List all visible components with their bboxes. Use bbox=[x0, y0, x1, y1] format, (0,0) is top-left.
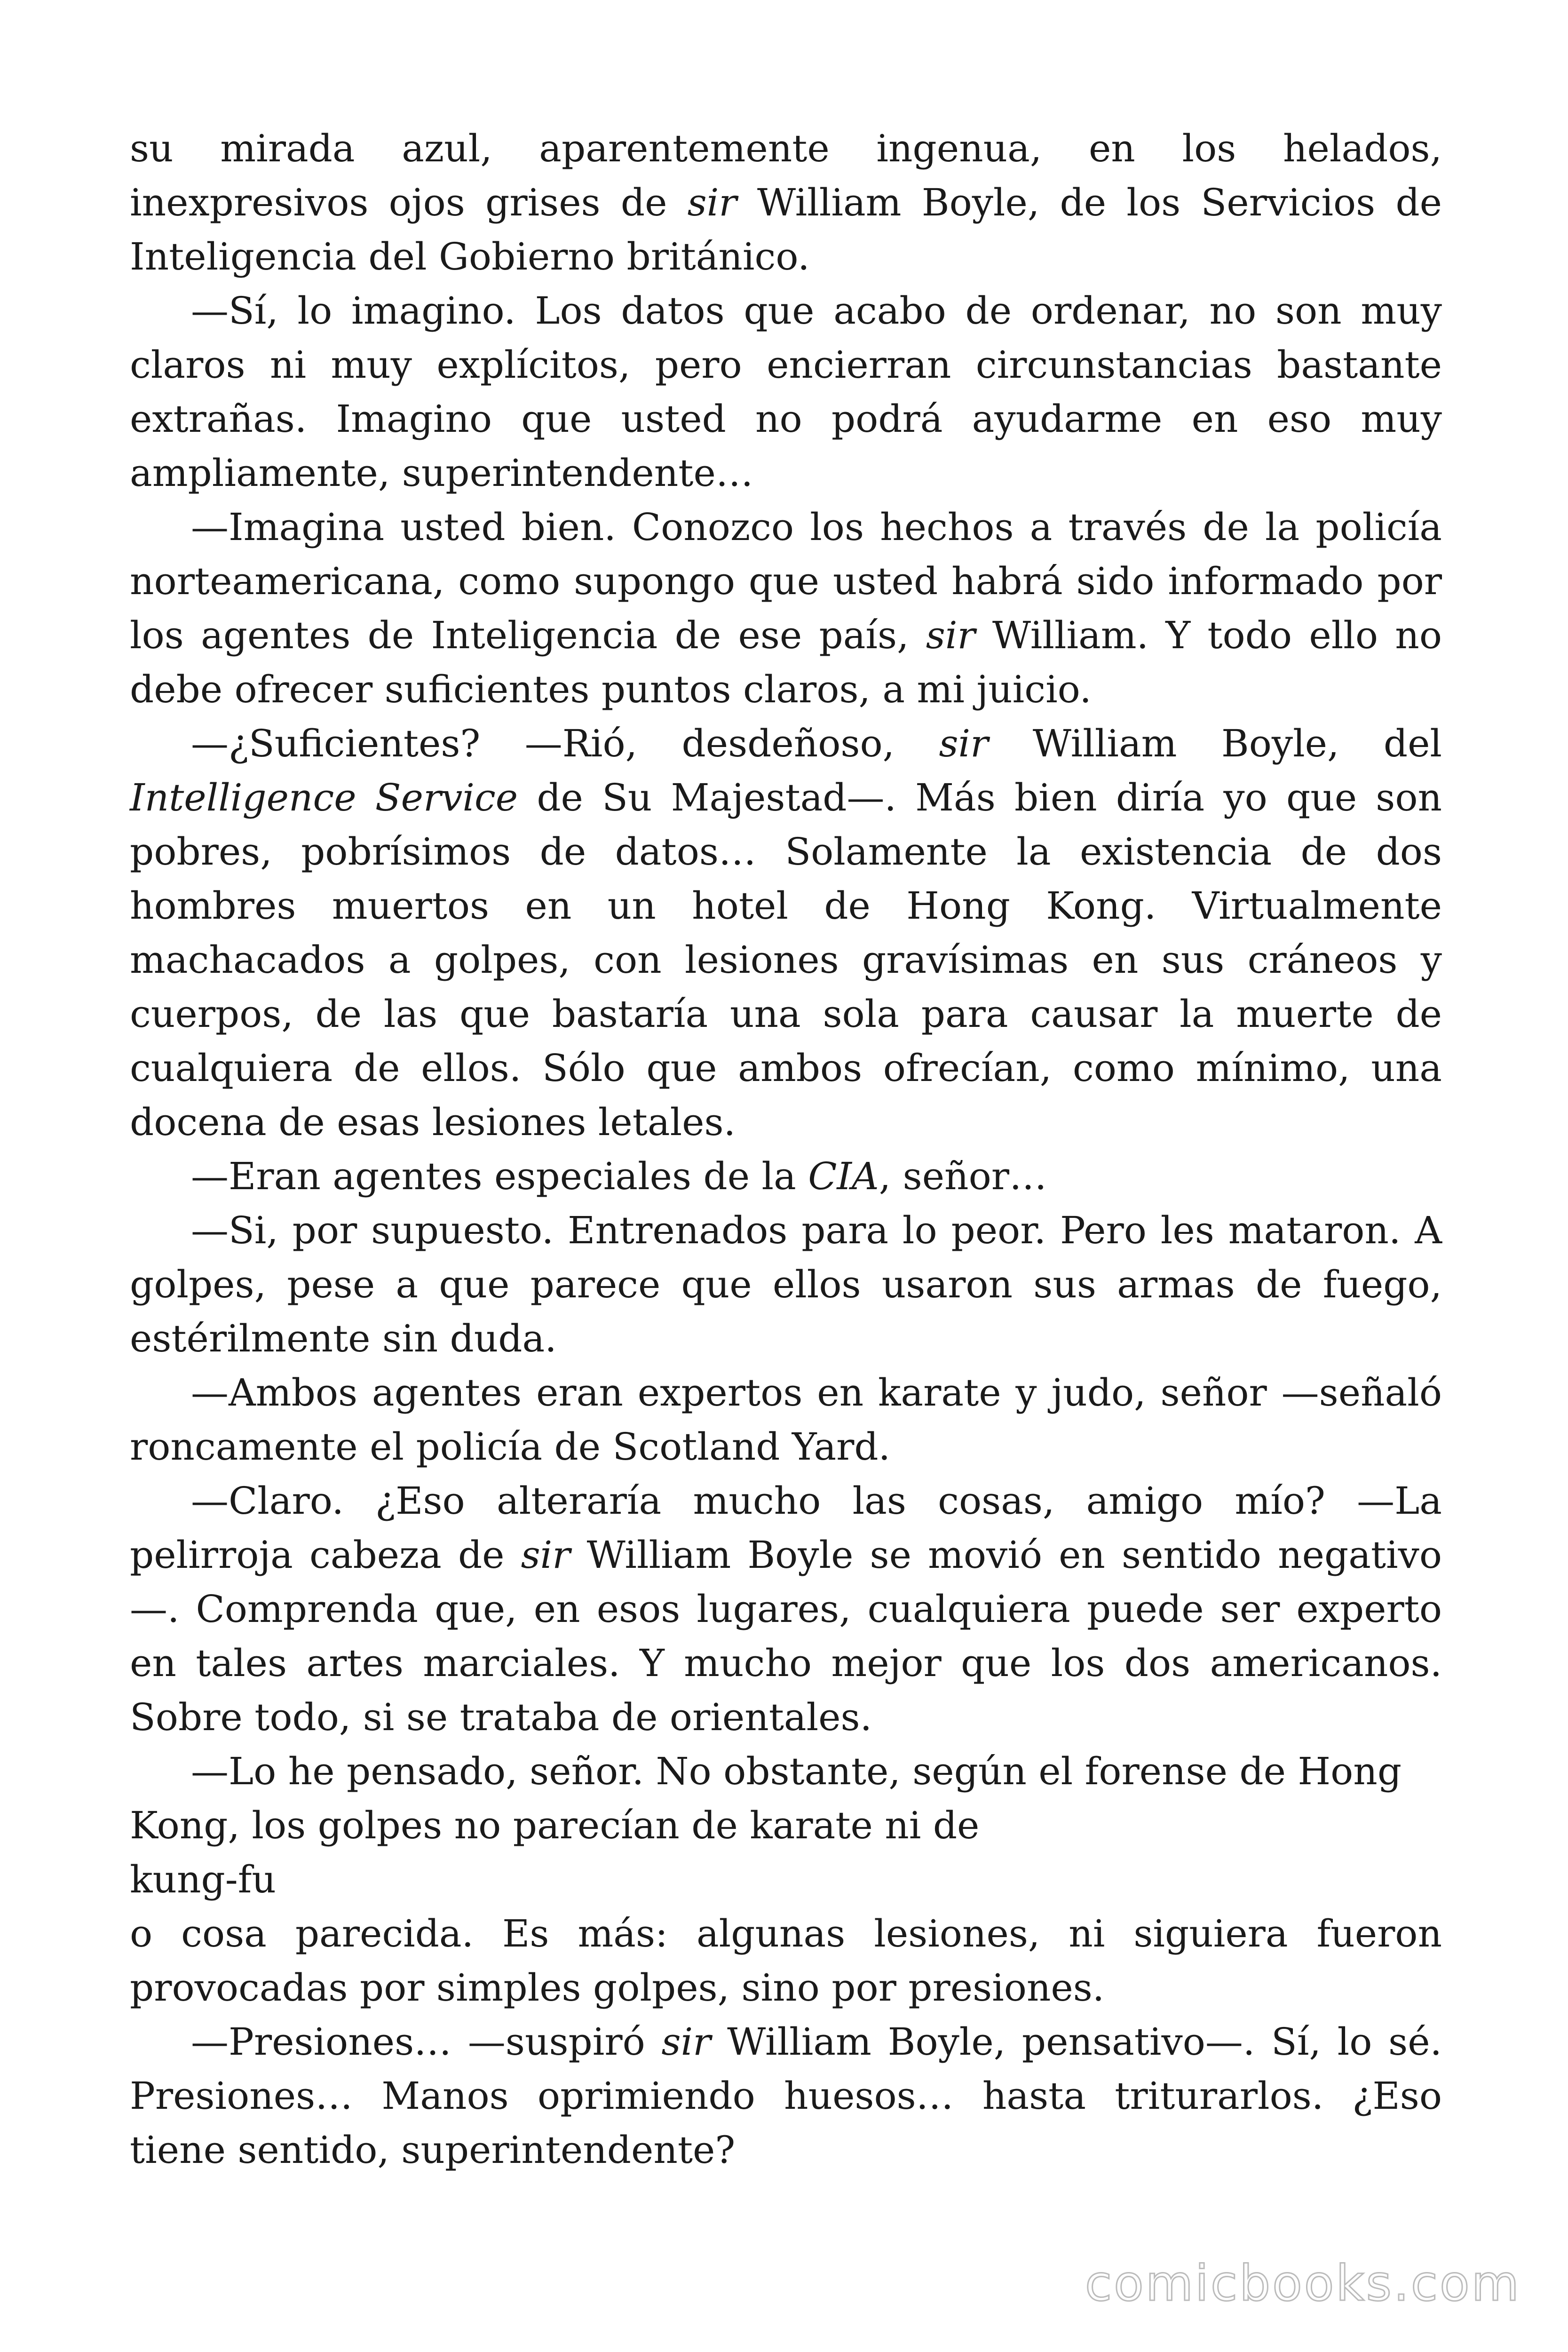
paragraph: —Si, por supuesto. Entrenados para lo peor. Pero les mataron. A golpes, pese a que parece que ellos usaron sus armas de fuego, estérilmente sin duda. bbox=[130, 1208, 1442, 1360]
paragraph: —Sí, lo imagino. Los datos que acabo de ordenar, no son muy claros ni muy explícitos, pero encierran circunstancias bastante extrañas. Imagino que usted no podrá ayudarme en eso muy ampliamente, superintendente… bbox=[130, 289, 1442, 495]
paragraph: —¿Suficientes? —Rió, desdeñoso, sir William Boyle, del Intelligence Service de Su Majestad—. Más bien diría yo que son pobres, pobrísimos de datos… Solamente la existencia de dos hombres muertos en un hotel de Hong Kong. Virtualmente machacados a golpes, con lesiones gravísimas en sus cráneos y cuerpos, de las que bastaría una sola para causar la muerte de cualquiera de ellos. Sólo que ambos ofrecían, como mínimo, una docena de esas lesiones letales. bbox=[130, 722, 1442, 1144]
watermark-logo: comicbooks.com bbox=[1085, 2255, 1521, 2312]
paragraph: —Presiones… —suspiró sir William Boyle, pensativo—. Sí, lo sé. Presiones… Manos oprimiendo huesos… hasta triturarlos. ¿Eso tiene sentido, superintendente? bbox=[130, 2020, 1442, 2172]
paragraph: —Imagina usted bien. Conozco los hechos a través de la policía norteamericana, como supongo que usted habrá sido informado por los agentes de Inteligencia de ese país, sir William. Y todo ello no debe ofrecer suficientes puntos claros, a mi juicio. bbox=[130, 505, 1442, 711]
paragraph: —Lo he pensado, señor. No obstante, según el forense de Hong Kong, los golpes no parecían de karate ni de bbox=[130, 1749, 1402, 1847]
paragraph: kung-fu bbox=[130, 1858, 276, 1901]
paragraph: su mirada azul, aparentemente ingenua, en los helados, inexpresivos ojos grises de sir William Boyle, de los Servicios de Inteligencia del Gobierno británico. bbox=[130, 127, 1442, 278]
paragraph: —Ambos agentes eran expertos en karate y judo, señor —señaló roncamente el policía de Scotland Yard. bbox=[130, 1371, 1442, 1469]
paragraph: o cosa parecida. Es más: algunas lesiones, ni siguiera fueron provocadas por simples golpes, sino por presiones. bbox=[130, 1912, 1442, 2010]
paragraph: —Claro. ¿Eso alteraría mucho las cosas, amigo mío? —La pelirroja cabeza de sir William Boyle se movió en sentido negativo —. Comprenda que, en esos lugares, cualquiera puede ser experto en tales artes marciales. Y mucho mejor que los dos americanos. Sobre todo, si se trataba de orientales. bbox=[130, 1479, 1442, 1739]
paragraph: —Eran agentes especiales de la CIA, señor… bbox=[191, 1154, 1047, 1198]
book-page bbox=[130, 121, 1442, 2177]
